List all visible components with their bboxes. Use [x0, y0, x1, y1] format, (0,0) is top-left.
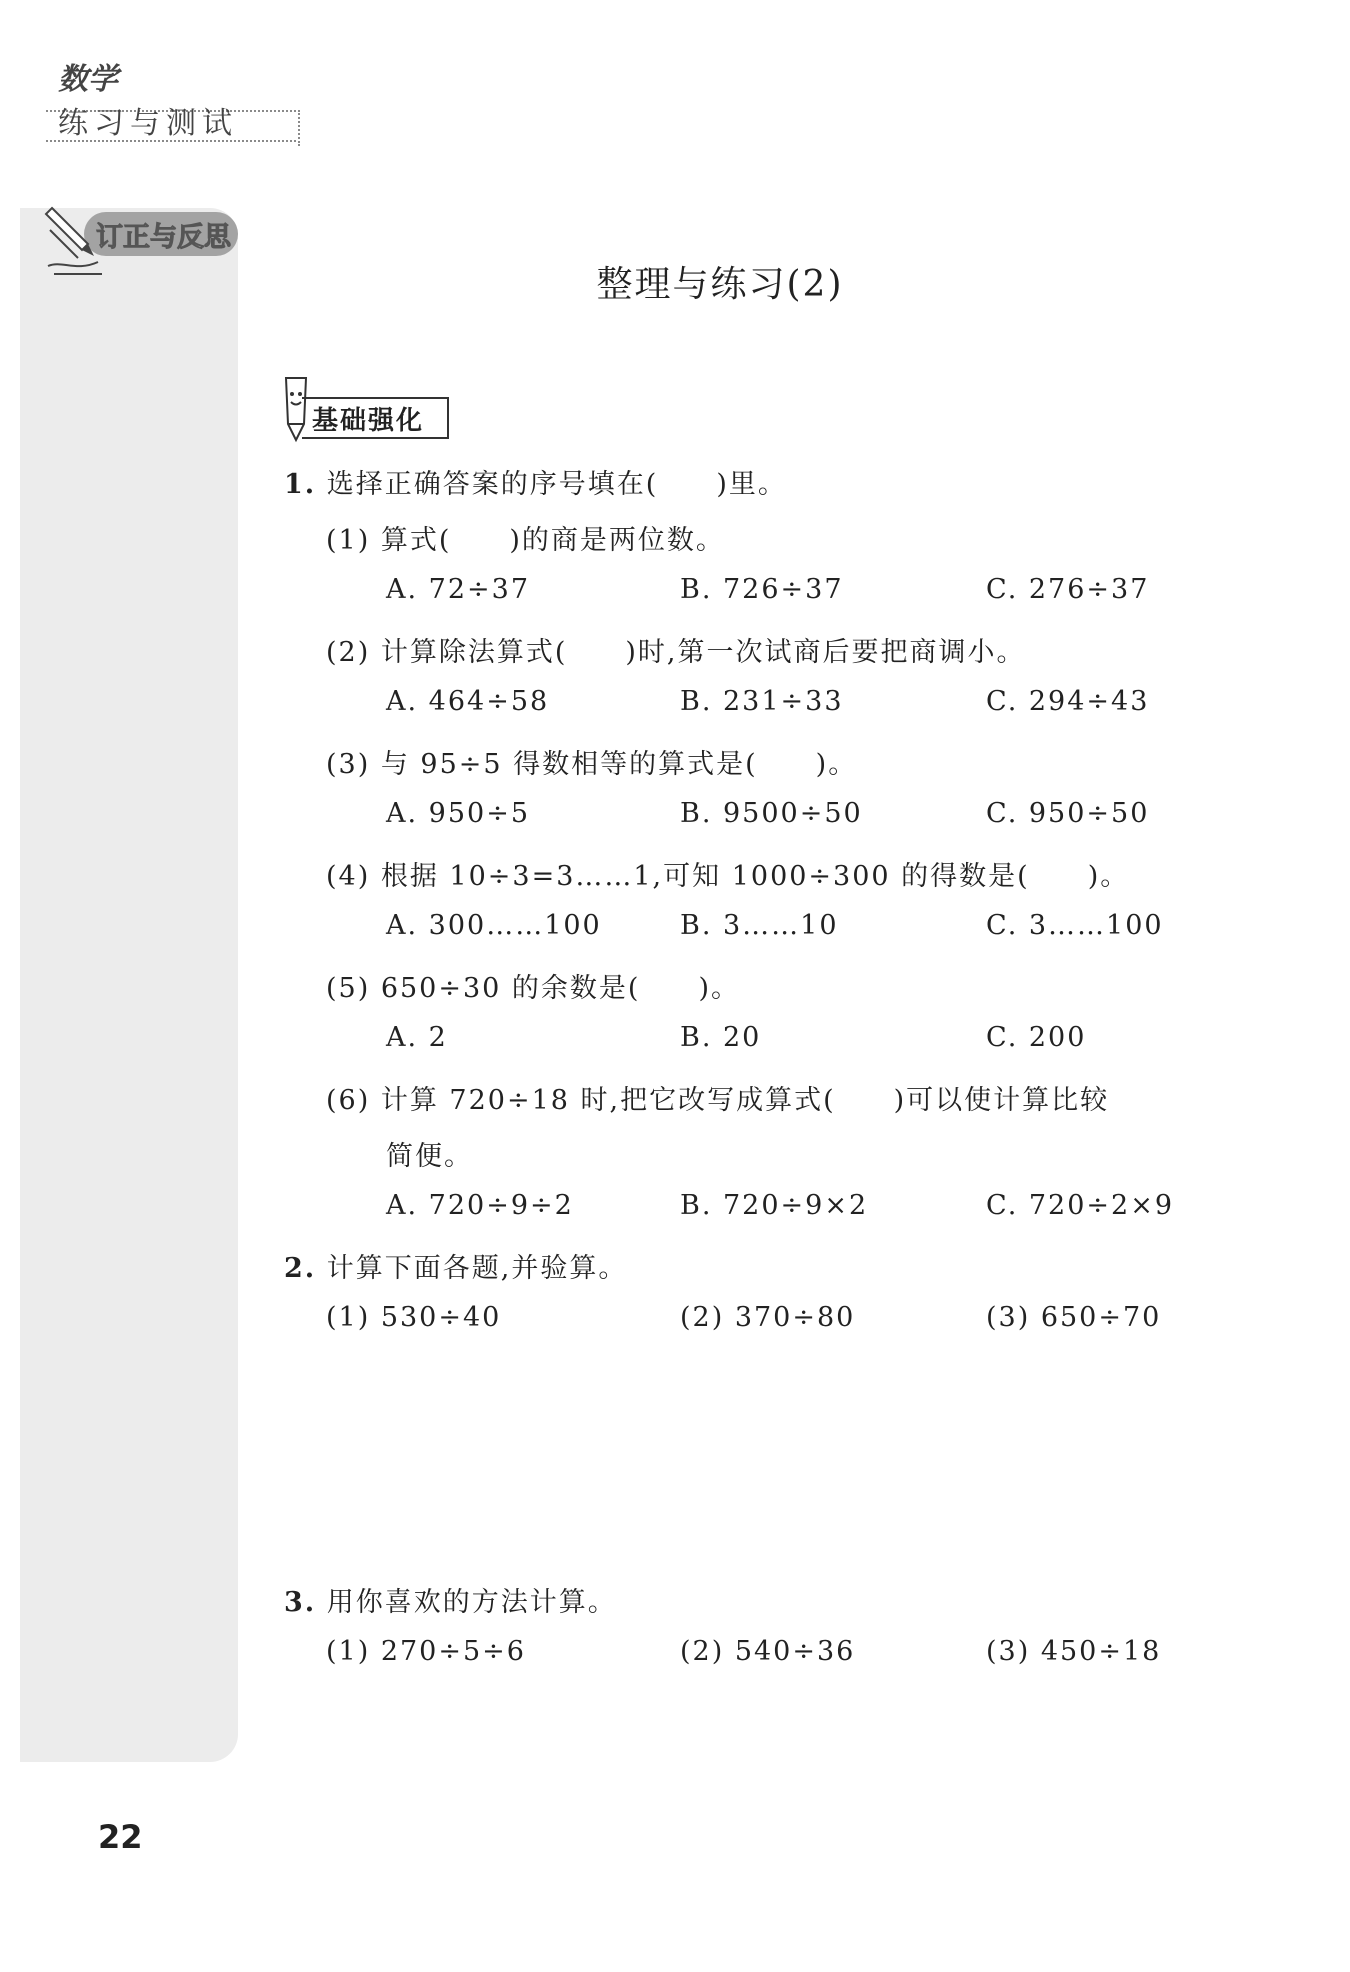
- q1-item-6-stem-continued: 简便。: [386, 1141, 473, 1172]
- q1-item-4-option-a: A. 300……100: [386, 910, 602, 941]
- q1-item-1-stem: (1) 算式( )的商是两位数。: [326, 525, 725, 556]
- section-header: [302, 397, 449, 439]
- q1-item-4-option-b: B. 3……10: [680, 910, 839, 941]
- q1-item-2-option-b: B. 231÷33: [680, 686, 844, 717]
- q3-item-3: (3) 450÷18: [986, 1636, 1162, 1667]
- q2-item-3: (3) 650÷70: [986, 1302, 1162, 1333]
- question-text: 选择正确答案的序号填在( )里。: [326, 469, 787, 500]
- q1-item-4-option-c: C. 3……100: [986, 910, 1164, 941]
- question-text: 用你喜欢的方法计算。: [326, 1587, 617, 1618]
- question-3: [284, 1580, 617, 1619]
- q1-item-2-option-c: C. 294÷43: [986, 686, 1150, 717]
- section-header-label: 基础强化: [312, 406, 425, 436]
- correction-sidebar: [20, 208, 238, 1762]
- book-title: [46, 96, 296, 142]
- q1-item-1-option-a: A. 72÷37: [386, 574, 530, 605]
- q1-item-6-option-c: C. 720÷2×9: [986, 1190, 1174, 1221]
- q1-item-1-option-b: B. 726÷37: [680, 574, 844, 605]
- q1-item-6-option-a: A. 720÷9÷2: [386, 1190, 574, 1221]
- q1-item-6-stem: (6) 计算 720÷18 时,把它改写成算式( )可以使计算比较: [326, 1085, 1110, 1116]
- question-text: 计算下面各题,并验算。: [326, 1253, 628, 1284]
- question-number: 1.: [284, 469, 317, 500]
- q1-item-3-option-c: C. 950÷50: [986, 798, 1150, 829]
- q1-item-6-option-b: B. 720÷9×2: [680, 1190, 869, 1221]
- question-number: 3.: [284, 1587, 317, 1618]
- q1-item-5-option-a: A. 2: [386, 1022, 448, 1053]
- q1-item-3-option-a: A. 950÷5: [386, 798, 530, 829]
- page-title: 整理与练习(2): [596, 264, 844, 305]
- page-number: 22: [98, 1818, 143, 1856]
- q1-item-2-stem: (2) 计算除法算式( )时,第一次试商后要把商调小。: [326, 637, 1026, 668]
- q1-item-5-stem: (5) 650÷30 的余数是( )。: [326, 973, 740, 1004]
- question-1: [284, 462, 787, 501]
- question-2: [284, 1246, 627, 1285]
- q1-item-4-stem: (4) 根据 10÷3=3……1,可知 1000÷300 的得数是( )。: [326, 861, 1130, 892]
- question-number: 2.: [284, 1253, 317, 1284]
- q2-item-2: (2) 370÷80: [680, 1302, 856, 1333]
- q1-item-2-option-a: A. 464÷58: [386, 686, 550, 717]
- book-title-text: 练习与测试: [58, 106, 238, 141]
- q1-item-3-option-b: B. 9500÷50: [680, 798, 863, 829]
- q1-item-5-option-c: C. 200: [986, 1022, 1087, 1053]
- q1-item-3-stem: (3) 与 95÷5 得数相等的算式是( )。: [326, 749, 858, 780]
- q3-item-1: (1) 270÷5÷6: [326, 1636, 526, 1667]
- q1-item-5-option-b: B. 20: [680, 1022, 762, 1053]
- q1-item-1-option-c: C. 276÷37: [986, 574, 1150, 605]
- q3-item-2: (2) 540÷36: [680, 1636, 856, 1667]
- q2-item-1: (1) 530÷40: [326, 1302, 502, 1333]
- subject-label: 数学: [58, 62, 118, 97]
- sidebar-tab-label: 订正与反思: [96, 222, 231, 253]
